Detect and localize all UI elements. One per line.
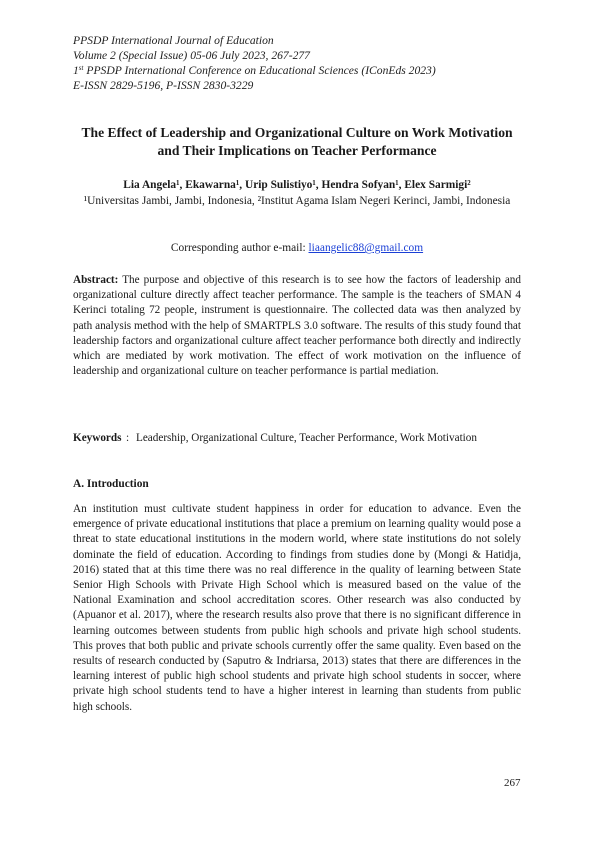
keywords-label: Keywords bbox=[73, 432, 122, 444]
conference-number: 1 bbox=[73, 64, 79, 77]
author-email-link[interactable]: liaangelic88@gmail.com bbox=[308, 242, 424, 254]
journal-header bbox=[73, 33, 533, 93]
conference-name: PPSDP International Conference on Educational Sciences (IConEds 2023) bbox=[83, 64, 436, 77]
journal-issn: E-ISSN 2829-5196, P-ISSN 2830-3229 bbox=[73, 79, 254, 92]
abstract bbox=[73, 273, 521, 379]
paper-title: The Effect of Leadership and Organizational Culture on Work Motivation and Their Implications on Teacher Performance bbox=[81, 125, 513, 158]
author-list: Lia Angela¹, Ekawarna¹, Urip Sulistiyo¹, Hendra Sofyan¹, Elex Sarmigi² bbox=[123, 179, 471, 191]
corresponding-author bbox=[73, 241, 521, 256]
corresponding-label: Corresponding author e-mail: bbox=[170, 242, 309, 254]
introduction-paragraph: An institution must cultivate student happiness in order for education to advance. Even the emergence of private educational institutions that place a premium on learning quality would pose a threat to state educational institutions in the modern world, where state institutions do not solely dominate the field of education. According to findings from studies done by (Mongi & Hatidja, 2016) stated that at this time there was no real difference in the quality of learning between State Senior High Schools with Private High School which is measured based on the value of the National Examination and school accreditation scores. Other research was also conducted by (Apuanor et al. 2017), where the research results also prove that there is no significant difference in learning outcomes between students from public high schools and private high school students. This proves that both public and private schools currently offer the same quality. Even based on the results of research conducted by (Saputro & Indriarsa, 2013) states that there are differences in the learning interest of public high school students and private high school students in soccer, where private high school students tend to have a higher interest in learning than students from public high schools. bbox=[73, 503, 521, 713]
journal-volume: Volume 2 (Special Issue) 05-06 July 2023, 267-277 bbox=[73, 49, 310, 62]
conference-ordinal: st bbox=[78, 64, 84, 72]
keywords-colon: : bbox=[126, 432, 130, 444]
journal-name: PPSDP International Journal of Education bbox=[73, 34, 274, 47]
abstract-text: The purpose and objective of this research is to see how the factors of leadership and organizational culture directly affect teacher performance. The sample is the teachers of SMAN 4 Kerinci totaling 72 people, instrument is questionnaire. The collected data was then analyzed by path analysis method with the help of SMARTPLS 3.0 software. The results of this study found that leadership factors and organizational culture affect teacher performance both directly and indirectly which are mediated by work motivation. The effect of work motivation on the influence of leadership and organizational culture on teacher performance is partial mediation. bbox=[73, 274, 521, 378]
keywords-text: Leadership, Organizational Culture, Teacher Performance, Work Motivation bbox=[136, 432, 477, 444]
abstract-label: Abstract: bbox=[73, 274, 119, 286]
conference-line bbox=[73, 63, 533, 78]
affiliations: ¹Universitas Jambi, Jambi, Indonesia, ²Institut Agama Islam Negeri Kerinci, Jambi, Indonesia bbox=[83, 195, 511, 207]
section-heading: A. Introduction bbox=[73, 478, 149, 490]
page-number: 267 bbox=[504, 777, 521, 789]
